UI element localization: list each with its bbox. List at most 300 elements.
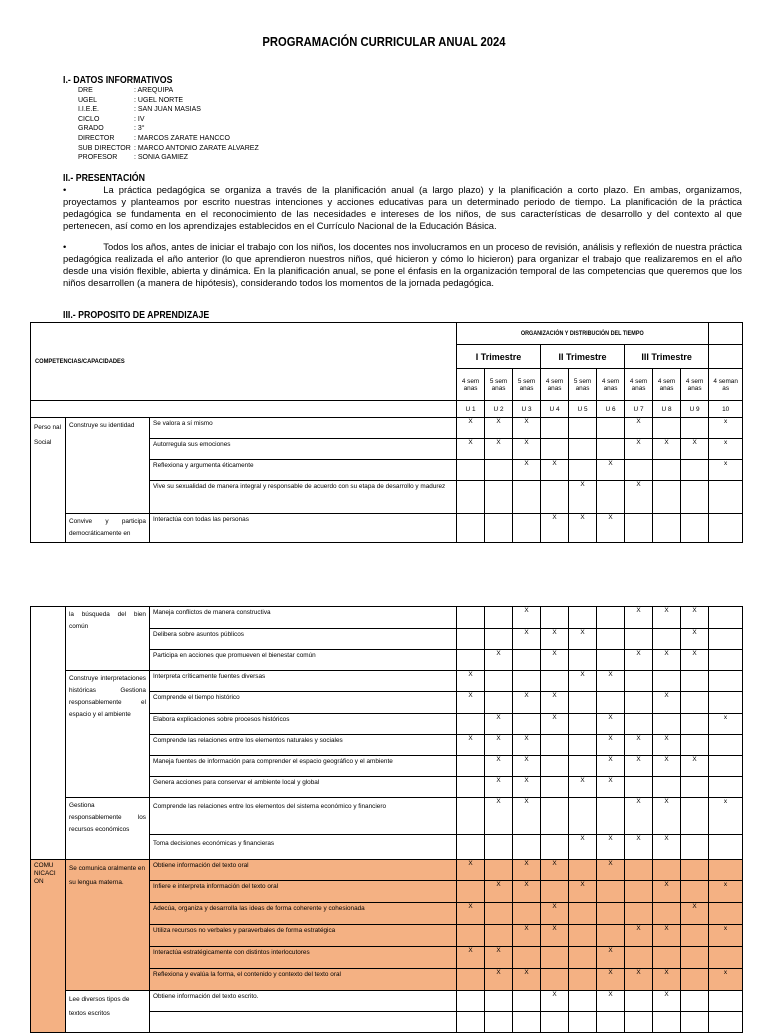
mark-cell — [569, 860, 597, 881]
mark-cell — [653, 671, 681, 692]
mark-cell — [541, 607, 569, 629]
mark-cell — [681, 418, 709, 439]
mark-cell: X — [513, 860, 541, 881]
weeks-cell: 4 sem anas — [597, 369, 625, 401]
mark-cell: X — [513, 692, 541, 714]
mark-cell: X — [485, 418, 513, 439]
mark-cell — [569, 439, 597, 460]
info-value: : MARCOS ZARATE HANCCO — [134, 134, 230, 142]
mark-cell: X — [457, 418, 485, 439]
table-row — [31, 418, 743, 439]
mark-cell: X — [513, 969, 541, 991]
info-value: : IV — [134, 115, 145, 123]
mark-cell: X — [457, 439, 485, 460]
mark-cell: X — [653, 735, 681, 756]
mark-cell: X — [653, 692, 681, 714]
mark-cell — [709, 777, 743, 798]
mark-cell — [569, 798, 597, 835]
mark-cell: X — [569, 777, 597, 798]
mark-cell: X — [485, 969, 513, 991]
info-value: : SAN JUAN MASIAS — [134, 106, 201, 114]
mark-cell — [653, 903, 681, 925]
mark-cell — [457, 714, 485, 735]
mark-cell — [681, 860, 709, 881]
unit-cell: U 9 — [681, 401, 709, 418]
mark-cell — [541, 756, 569, 777]
mark-cell — [597, 629, 625, 650]
mark-cell — [709, 835, 743, 860]
mark-cell: X — [625, 835, 653, 860]
empty-header-cell — [709, 323, 743, 345]
mark-cell — [653, 947, 681, 969]
info-label: UGEL — [78, 96, 98, 104]
mark-cell — [541, 777, 569, 798]
capacidad: Comprende las relaciones entre los elementos naturales y sociales — [150, 735, 457, 756]
table-row — [31, 860, 743, 881]
weeks-cell: 4 sem anas — [681, 369, 709, 401]
competencia-lee: Lee diversos tipos de textos escritos — [66, 991, 150, 1033]
info-row — [78, 144, 259, 154]
mark-cell — [597, 798, 625, 835]
capacidad: Utiliza recursos no verbales y paraverbales de forma estratégica — [150, 925, 457, 947]
mark-cell — [625, 692, 653, 714]
mark-cell — [457, 629, 485, 650]
mark-cell: X — [625, 735, 653, 756]
mark-cell: X — [653, 925, 681, 947]
mark-cell: X — [485, 798, 513, 835]
mark-cell — [709, 947, 743, 969]
mark-cell — [653, 460, 681, 481]
mark-cell: x — [709, 714, 743, 735]
mark-cell — [681, 735, 709, 756]
mark-cell: X — [457, 671, 485, 692]
mark-cell — [513, 714, 541, 735]
info-row — [78, 86, 259, 96]
mark-cell — [681, 460, 709, 481]
weeks-cell: 4 seman as — [709, 369, 743, 401]
mark-cell: X — [457, 692, 485, 714]
competencia-convive: Convive y participa democráticamente en — [66, 514, 150, 543]
mark-cell — [485, 671, 513, 692]
mark-cell — [597, 881, 625, 903]
mark-cell — [485, 903, 513, 925]
mark-cell: X — [569, 671, 597, 692]
mark-cell — [653, 629, 681, 650]
mark-cell: X — [681, 650, 709, 671]
mark-cell — [569, 714, 597, 735]
mark-cell — [569, 692, 597, 714]
mark-cell: X — [625, 969, 653, 991]
mark-cell: X — [681, 439, 709, 460]
trimestre-1-header: I Trimestre — [457, 345, 541, 369]
mark-cell — [541, 881, 569, 903]
capacidad: Participa en acciones que promueven el bienestar común — [150, 650, 457, 671]
mark-cell — [541, 481, 569, 514]
info-value: : SONIA GAMIEZ — [134, 154, 189, 162]
mark-cell — [485, 481, 513, 514]
capacidad: Reflexiona y argumenta éticamente — [150, 460, 457, 481]
mark-cell — [709, 735, 743, 756]
mark-cell: X — [653, 835, 681, 860]
mark-cell — [625, 777, 653, 798]
section-proposito-heading: III.- PROPOSITO DE APRENDIZAJE — [63, 310, 210, 321]
weeks-cell: 4 sem anas — [625, 369, 653, 401]
mark-cell: X — [541, 514, 569, 543]
mark-cell — [625, 860, 653, 881]
mark-cell: X — [625, 756, 653, 777]
mark-cell: x — [709, 881, 743, 903]
mark-cell: X — [597, 835, 625, 860]
mark-cell: X — [541, 650, 569, 671]
mark-cell — [681, 514, 709, 543]
info-label: GRADO — [78, 125, 104, 133]
mark-cell — [681, 777, 709, 798]
competencia-historicas: Construye interpretaciones históricas Gestiona responsablemente el espacio y el ambiente — [66, 671, 150, 798]
info-row — [78, 134, 259, 144]
mark-cell — [653, 860, 681, 881]
mark-cell: X — [485, 756, 513, 777]
info-label: CICLO — [78, 115, 100, 123]
mark-cell — [597, 481, 625, 514]
mark-cell: X — [681, 607, 709, 629]
mark-cell: X — [625, 650, 653, 671]
mark-cell — [485, 835, 513, 860]
mark-cell — [653, 777, 681, 798]
mark-cell — [457, 1012, 485, 1033]
mark-cell: x — [709, 969, 743, 991]
mark-cell — [457, 777, 485, 798]
info-row — [78, 115, 259, 125]
mark-cell — [457, 925, 485, 947]
mark-cell — [625, 460, 653, 481]
mark-cell — [541, 969, 569, 991]
mark-cell: X — [485, 735, 513, 756]
mark-cell — [513, 481, 541, 514]
mark-cell — [709, 1012, 743, 1033]
mark-cell — [681, 881, 709, 903]
mark-cell: X — [681, 756, 709, 777]
capacidad: Interactúa estratégicamente con distintos interlocutores — [150, 947, 457, 969]
mark-cell — [485, 1012, 513, 1033]
capacidad: Interactúa con todas las personas — [150, 514, 457, 543]
mark-cell — [625, 629, 653, 650]
mark-cell — [709, 607, 743, 629]
mark-cell — [653, 714, 681, 735]
info-label: DIRECTOR — [78, 134, 115, 142]
mark-cell: X — [541, 714, 569, 735]
mark-cell — [709, 481, 743, 514]
mark-cell: X — [625, 439, 653, 460]
datos-informativos — [78, 86, 259, 163]
mark-cell — [625, 514, 653, 543]
mark-cell: X — [513, 881, 541, 903]
mark-cell — [597, 903, 625, 925]
mark-cell — [709, 991, 743, 1012]
weeks-cell: 4 sem anas — [457, 369, 485, 401]
mark-cell — [485, 607, 513, 629]
table-row — [31, 607, 743, 629]
mark-cell — [653, 514, 681, 543]
mark-cell: X — [569, 481, 597, 514]
capacidad: Obtiene información del texto escrito. — [150, 991, 457, 1012]
mark-cell — [681, 835, 709, 860]
weeks-cell: 5 sem anas — [485, 369, 513, 401]
mark-cell: X — [485, 650, 513, 671]
presentacion-paragraph-1: • La práctica pedagógica se organiza a través de la planificación anual (a largo plazo) y la planificación a corto plazo. En ambas, organizamos, proyectamos y planteamos por escrito nuestras intenciones y acciones educativas para un determinado periodo de tiempo. La planificación de la práctica pedagógica se fundamenta en el reconocimiento de las necesidades e intereses de los niños, de sus características de desarrollo y del contexto al que pertenecen, así como en los aprendizajes establecidos en el Currículo Nacional de la Educación Básica. — [63, 184, 742, 231]
mark-cell: X — [653, 969, 681, 991]
mark-cell — [681, 798, 709, 835]
mark-cell: X — [597, 947, 625, 969]
mark-cell — [597, 650, 625, 671]
mark-cell — [457, 650, 485, 671]
unit-cell: U 8 — [653, 401, 681, 418]
mark-cell — [569, 607, 597, 629]
mark-cell: X — [541, 991, 569, 1012]
competencias-header: COMPETENCIAS/CAPACIDADES — [31, 323, 457, 401]
mark-cell — [513, 514, 541, 543]
mark-cell: X — [541, 860, 569, 881]
mark-cell: X — [457, 860, 485, 881]
mark-cell: X — [653, 881, 681, 903]
mark-cell — [485, 514, 513, 543]
mark-cell: X — [625, 418, 653, 439]
weeks-cell: 5 sem anas — [569, 369, 597, 401]
mark-cell — [569, 735, 597, 756]
mark-cell — [457, 835, 485, 860]
info-row — [78, 153, 259, 163]
mark-cell: X — [513, 756, 541, 777]
mark-cell: X — [597, 671, 625, 692]
mark-cell — [485, 925, 513, 947]
mark-cell: x — [709, 798, 743, 835]
trimestre-3-header: III Trimestre — [625, 345, 709, 369]
mark-cell — [625, 881, 653, 903]
info-label: SUB DIRECTOR — [78, 144, 131, 152]
mark-cell: x — [709, 925, 743, 947]
mark-cell — [709, 756, 743, 777]
mark-cell — [513, 1012, 541, 1033]
mark-cell: X — [513, 798, 541, 835]
info-label: I.I.E.E. — [78, 106, 100, 114]
unit-cell: U 7 — [625, 401, 653, 418]
capacidad: Toma decisiones económicas y financieras — [150, 835, 457, 860]
mark-cell — [625, 903, 653, 925]
mark-cell: X — [513, 777, 541, 798]
mark-cell: X — [597, 714, 625, 735]
mark-cell — [653, 481, 681, 514]
unit-cell: U 6 — [597, 401, 625, 418]
mark-cell: X — [597, 756, 625, 777]
mark-cell: X — [485, 439, 513, 460]
competencia-oral: Se comunica oralmente en su lengua materna. — [66, 860, 150, 991]
mark-cell — [681, 481, 709, 514]
mark-cell: X — [597, 860, 625, 881]
mark-cell — [513, 650, 541, 671]
mark-cell — [457, 991, 485, 1012]
info-label: DRE — [78, 87, 93, 94]
capacidad: Delibera sobre asuntos públicos — [150, 629, 457, 650]
mark-cell — [709, 692, 743, 714]
mark-cell — [569, 903, 597, 925]
document-title: PROGRAMACIÓN CURRICULAR ANUAL 2024 — [262, 35, 506, 49]
mark-cell: X — [653, 991, 681, 1012]
table-row — [31, 991, 743, 1012]
mark-cell — [709, 671, 743, 692]
mark-cell — [597, 418, 625, 439]
mark-cell — [569, 650, 597, 671]
mark-cell: X — [485, 947, 513, 969]
mark-cell — [681, 969, 709, 991]
mark-cell: X — [597, 735, 625, 756]
mark-cell: X — [597, 969, 625, 991]
competencia-economicos: Gestiona responsablemente los recursos económicos — [66, 798, 150, 860]
mark-cell: X — [513, 460, 541, 481]
info-row — [78, 96, 259, 106]
mark-cell — [485, 460, 513, 481]
mark-cell: X — [681, 629, 709, 650]
mark-cell — [513, 947, 541, 969]
capacidad: Se valora a sí mismo — [150, 418, 457, 439]
mark-cell: X — [457, 947, 485, 969]
info-row — [78, 105, 259, 115]
mark-cell: x — [709, 460, 743, 481]
mark-cell — [541, 418, 569, 439]
mark-cell — [457, 481, 485, 514]
mark-cell — [541, 835, 569, 860]
weeks-cell: 4 sem anas — [653, 369, 681, 401]
mark-cell — [625, 991, 653, 1012]
mark-cell — [681, 947, 709, 969]
mark-cell — [485, 692, 513, 714]
capacidad: Interpreta críticamente fuentes diversas — [150, 671, 457, 692]
mark-cell — [709, 860, 743, 881]
mark-cell: X — [569, 629, 597, 650]
unit-cell: U 4 — [541, 401, 569, 418]
mark-cell — [513, 671, 541, 692]
trimestre-2-header: II Trimestre — [541, 345, 625, 369]
mark-cell: X — [457, 903, 485, 925]
mark-cell — [541, 947, 569, 969]
mark-cell — [653, 418, 681, 439]
mark-cell: X — [541, 925, 569, 947]
unit-cell: U 2 — [485, 401, 513, 418]
mark-cell: X — [569, 514, 597, 543]
mark-cell: x — [709, 439, 743, 460]
mark-cell — [569, 460, 597, 481]
mark-cell — [513, 991, 541, 1012]
organizacion-header: ORGANIZACIÓN Y DISTRIBUCIÓN DEL TIEMPO — [457, 323, 709, 345]
area-personal-social: Perso nal Social — [31, 418, 66, 543]
mark-cell — [569, 947, 597, 969]
info-label: PROFESOR — [78, 154, 118, 162]
section-presentacion-heading: II.- PRESENTACIÓN — [63, 173, 145, 184]
info-row — [78, 124, 259, 134]
mark-cell: X — [597, 777, 625, 798]
mark-cell — [709, 903, 743, 925]
mark-cell: X — [597, 514, 625, 543]
capacidad: Adecúa, organiza y desarrolla las ideas de forma coherente y cohesionada — [150, 903, 457, 925]
mark-cell — [541, 798, 569, 835]
mark-cell — [569, 1012, 597, 1033]
mark-cell — [569, 418, 597, 439]
mark-cell: X — [513, 418, 541, 439]
competencia-convive-cont: la búsqueda del bien común — [66, 607, 150, 671]
mark-cell — [625, 671, 653, 692]
table-row — [31, 671, 743, 692]
mark-cell — [457, 460, 485, 481]
mark-cell: X — [653, 439, 681, 460]
mark-cell: X — [653, 607, 681, 629]
capacidad: Autorregula sus emociones — [150, 439, 457, 460]
mark-cell — [485, 860, 513, 881]
capacidad: Reflexiona y evalúa la forma, el contenido y contexto del texto oral — [150, 969, 457, 991]
mark-cell: X — [597, 991, 625, 1012]
capacidad: Genera acciones para conservar el ambiente local y global — [150, 777, 457, 798]
mark-cell: X — [653, 756, 681, 777]
mark-cell — [485, 991, 513, 1012]
mark-cell — [709, 650, 743, 671]
mark-cell — [681, 671, 709, 692]
mark-cell — [457, 607, 485, 629]
mark-cell — [653, 1012, 681, 1033]
mark-cell: X — [485, 881, 513, 903]
mark-cell: X — [625, 607, 653, 629]
info-value: : UGEL NORTE — [134, 96, 184, 104]
capacidad: Vive su sexualidad de manera integral y responsable de acuerdo con su etapa de desarrollo y madurez — [150, 481, 457, 514]
mark-cell — [457, 881, 485, 903]
unit-cell: U 5 — [569, 401, 597, 418]
mark-cell: X — [653, 650, 681, 671]
mark-cell: X — [625, 798, 653, 835]
mark-cell: X — [513, 735, 541, 756]
mark-cell — [541, 735, 569, 756]
weeks-cell: 5 sem anas — [513, 369, 541, 401]
mark-cell — [485, 629, 513, 650]
mark-cell: X — [597, 460, 625, 481]
capacidad: Maneja conflictos de manera constructiva — [150, 607, 457, 629]
mark-cell — [541, 671, 569, 692]
mark-cell — [681, 1012, 709, 1033]
info-value: : 3° — [134, 125, 145, 133]
mark-cell — [541, 439, 569, 460]
capacidad: Maneja fuentes de información para comprender el espacio geográfico y el ambiente — [150, 756, 457, 777]
mark-cell — [709, 514, 743, 543]
mark-cell: X — [569, 835, 597, 860]
mark-cell: X — [569, 881, 597, 903]
empty-header-cell — [31, 401, 457, 418]
mark-cell — [681, 714, 709, 735]
mark-cell: X — [541, 460, 569, 481]
mark-cell: X — [625, 925, 653, 947]
area-comunicacion: COMU NICACI ON — [31, 860, 66, 1033]
unit-cell: 10 — [709, 401, 743, 418]
empty-header-cell — [709, 345, 743, 369]
mark-cell: X — [513, 629, 541, 650]
mark-cell — [597, 1012, 625, 1033]
mark-cell: X — [485, 714, 513, 735]
mark-cell — [569, 925, 597, 947]
table-row — [31, 798, 743, 835]
mark-cell — [597, 439, 625, 460]
mark-cell — [457, 756, 485, 777]
capacidad: Obtiene información del texto oral — [150, 860, 457, 881]
mark-cell — [597, 607, 625, 629]
mark-cell — [625, 1012, 653, 1033]
mark-cell — [625, 947, 653, 969]
mark-cell — [569, 756, 597, 777]
capacidad: Elabora explicaciones sobre procesos históricos — [150, 714, 457, 735]
mark-cell — [569, 969, 597, 991]
